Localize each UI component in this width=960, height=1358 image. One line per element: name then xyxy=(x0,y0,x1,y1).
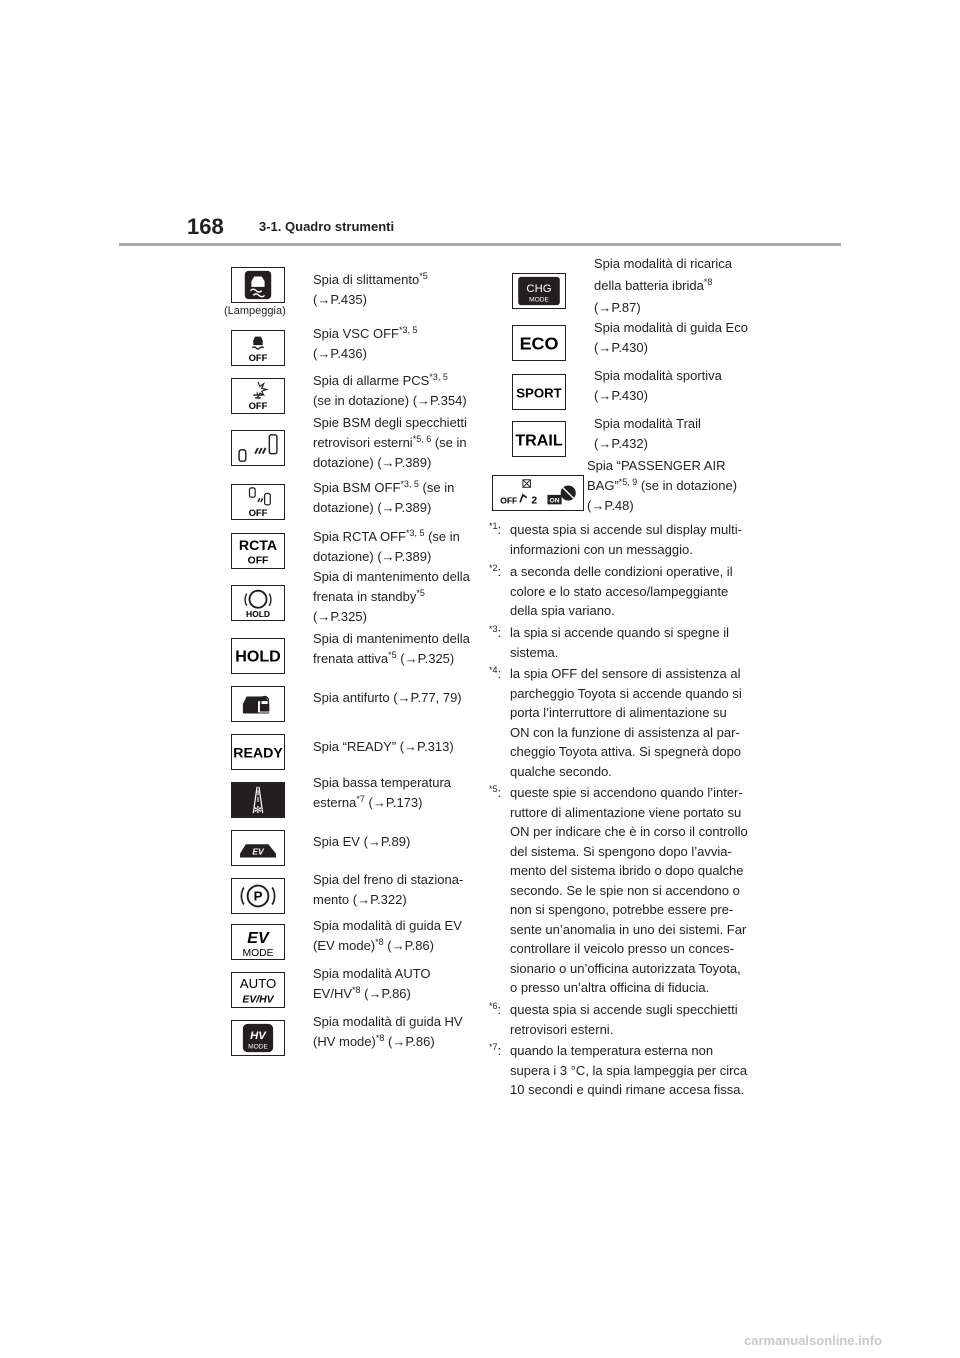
label-hold-active: Spia di mantenimento della frenata attiva$^{*5}$ (→P.325) xyxy=(313,631,470,666)
svg-text:RCTA: RCTA xyxy=(238,538,278,555)
label-bsm-off: Spia BSM OFF$^{*3, 5}$ (se in dotazione) (→P.389) xyxy=(313,479,455,515)
label-eco-mode: Spia modalità di guida Eco (→P.430) xyxy=(594,320,748,355)
label-sport-mode: Spia modalità sportiva (→P.430) xyxy=(594,368,722,403)
svg-text:READY: READY xyxy=(233,745,283,762)
footnote: $^{*2}$: a seconda delle condizioni operative, il colore e lo stato acceso/lampeggiante della spia variano. xyxy=(489,563,733,618)
auto-ev-hv-icon xyxy=(231,972,285,1008)
low-temperature-icon xyxy=(231,782,285,818)
label-pcs: Spia di allarme PCS$^{*3, 5}$ (se in dotazione) (→P.354) xyxy=(313,372,467,408)
vsc-off-icon xyxy=(231,330,285,366)
label-security: Spia antifurto (→P.77, 79) xyxy=(313,690,462,705)
footnote: $^{*5}$: queste spie si accendono quando l’inter- ruttore di alimentazione viene portato su ON per indicare che è in corso il controllo del sistema. Si spengono dopo l’avvia- mento del sistema ibrido o dopo qualche secondo. Se le spie non si accendono o non si spengono, potrebbe essere pre- sente un’anomalia in uno dei sistemi. Far controllare il veicolo presso un conces- sionario o un’officina autorizzata Toyota, o presso un’altra officina di fiducia. xyxy=(489,784,748,995)
watermark: carmanualsonline.info xyxy=(744,1333,882,1348)
header-rule xyxy=(119,243,841,246)
svg-text:OFF: OFF xyxy=(248,508,268,519)
label-bsm-mirror: Spie BSM degli specchietti retrovisori esterni$^{*5, 6}$ (se in dotazione) (→P.389) xyxy=(313,415,467,470)
label-hold-standby: Spia di mantenimento della frenata in standby$^{*5}$ (→P.325) xyxy=(313,569,470,624)
svg-text:EV: EV xyxy=(252,846,264,857)
svg-text:CHG: CHG xyxy=(526,282,552,295)
bsm-off-icon xyxy=(231,484,285,520)
chg-mode-icon xyxy=(512,273,566,309)
brake-hold-active-icon xyxy=(231,638,285,674)
ev-mode-icon xyxy=(231,924,285,960)
footnote: $^{*7}$: quando la temperatura esterna non supera i 3 °C, la spia lampeggia per circa 10 secondi e quindi rimane accesa fissa. xyxy=(489,1042,748,1097)
ev-indicator-icon xyxy=(231,830,285,866)
label-ev: Spia EV (→P.89) xyxy=(313,834,411,849)
eco-mode-icon xyxy=(512,325,566,361)
sport-mode-icon xyxy=(512,374,566,410)
page-number: 168 xyxy=(187,214,224,239)
rcta-off-icon xyxy=(231,533,285,569)
svg-text:P: P xyxy=(253,888,263,904)
svg-text:AUTO: AUTO xyxy=(239,976,277,992)
brake-hold-standby-icon xyxy=(231,585,285,621)
svg-text:MODE: MODE xyxy=(242,948,274,959)
footnote: $^{*4}$: la spia OFF del sensore di assistenza al parcheggio Toyota si accende quando si porta l’interruttore di alimentazione su ON con la funzione di assistenza al par- cheggio Toyota attiva. Si spegnerà dopo qualche secondo. xyxy=(489,665,742,779)
label-auto-ev-hv: Spia modalità AUTO EV/HV$^{*8}$ (→P.86) xyxy=(313,966,431,1001)
svg-text:MODE: MODE xyxy=(248,1043,268,1051)
svg-text:OFF: OFF xyxy=(248,401,268,413)
svg-text:HV: HV xyxy=(250,1029,266,1042)
label-passenger-airbag: Spia “PASSENGER AIR BAG”$^{*5, 9}$ (se in dotazione) (→P.48) xyxy=(587,458,738,513)
hv-mode-icon xyxy=(231,1020,285,1056)
svg-text:OFF: OFF xyxy=(500,495,518,506)
svg-text:✻: ✻ xyxy=(254,805,262,817)
footnote: $^{*3}$: la spia si accende quando si spegne il sistema. xyxy=(489,624,729,660)
footnote: $^{*1}$: questa spia si accende sul display multi- informazioni con un messaggio. xyxy=(489,521,742,557)
section-title: 3-1. Quadro strumenti xyxy=(259,219,395,234)
slip-indicator-icon xyxy=(231,267,285,303)
footnote: $^{*6}$: questa spia si accende sugli specchietti retrovisori esterni. xyxy=(489,1001,738,1037)
svg-text:EV/HV: EV/HV xyxy=(242,994,274,1006)
svg-text:HOLD: HOLD xyxy=(245,609,271,620)
trail-mode-icon xyxy=(512,421,566,457)
label-trail-mode: Spia modalità Trail (→P.432) xyxy=(594,416,701,451)
svg-text:2: 2 xyxy=(531,495,538,507)
label-ready: Spia “READY” (→P.313) xyxy=(313,739,454,754)
label-low-temp: Spia bassa temperatura esterna$^{*7}$ (→P.173) xyxy=(313,775,452,810)
svg-text:ON: ON xyxy=(549,497,560,505)
ready-indicator-icon xyxy=(231,734,285,770)
security-indicator-icon xyxy=(231,686,285,722)
svg-text:MODE: MODE xyxy=(529,296,549,304)
bsm-mirror-icon xyxy=(231,430,285,466)
svg-text:TRAIL: TRAIL xyxy=(515,431,563,450)
parking-brake-icon xyxy=(231,878,285,914)
label-hv-mode: Spia modalità di guida HV (HV mode)$^{*8}$ (→P.86) xyxy=(313,1014,463,1049)
label-ev-mode: Spia modalità di guida EV (EV mode)$^{*8}$ (→P.86) xyxy=(313,918,462,953)
blink-caption: (Lampeggia) xyxy=(224,305,286,317)
svg-text:HOLD: HOLD xyxy=(235,647,281,666)
passenger-airbag-icon xyxy=(492,475,584,511)
label-slip: Spia di slittamento$^{*5}$ (→P.435) xyxy=(313,271,428,307)
label-chg-mode: Spia modalità di ricarica della batteria ibrida$^{*8}$ (→P.87) xyxy=(594,256,733,315)
svg-text:OFF: OFF xyxy=(248,353,268,365)
label-vsc-off: Spia VSC OFF$^{*3, 5}$ (→P.436) xyxy=(313,325,418,361)
svg-text:SPORT: SPORT xyxy=(516,385,562,401)
svg-text:ECO: ECO xyxy=(519,333,559,354)
label-parking-brake: Spia del freno di staziona- mento (→P.322) xyxy=(313,872,464,907)
svg-text:OFF: OFF xyxy=(247,555,269,567)
label-rcta-off: Spia RCTA OFF$^{*3, 5}$ (se in dotazione) (→P.389) xyxy=(313,528,460,564)
svg-text:EV: EV xyxy=(247,928,269,947)
pcs-warning-icon xyxy=(231,378,285,414)
